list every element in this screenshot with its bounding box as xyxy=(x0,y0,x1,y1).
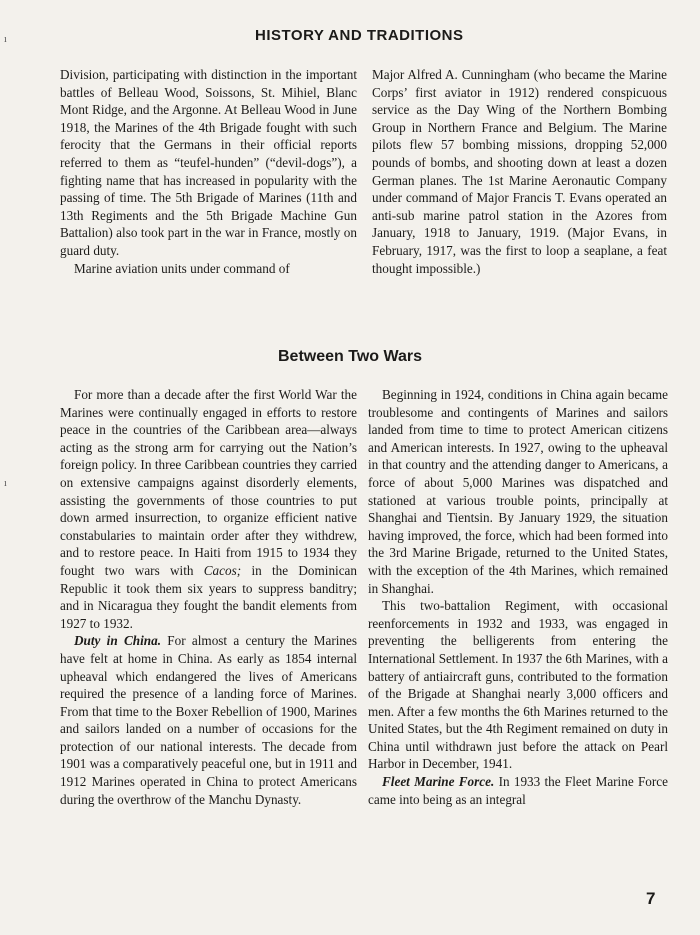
column-top-left xyxy=(60,66,357,277)
paragraph: Major Alfred A. Cunningham (who became the Marine Corps’ first aviator in 1912) rendered conspicuous service as the Day Wing of the Northern Bombing Group in Northern France and Belgium. The Marine pilots flew 57 bombing missions, dropping 52,000 pounds of bombs, and shooting down at least a dozen German planes. The 1st Marine Aeronautic Company under command of Major Francis T. Evans operated an anti-sub marine patrol station in the Azores from January, 1918 to January, 1919. (Major Evans, in February, 1917, was the first to loop a seaplane, a feat thought impossible.) xyxy=(372,67,667,276)
run-in-heading: Fleet Marine Force. xyxy=(382,774,495,790)
paragraph: Beginning in 1924, conditions in China again became troublesome and contingents of Marines and sailors landed from time to time to protect American citizens and American interests. In 1927, owing to the upheaval in that country and the attending danger to Americans, a force of about 5,000 Marines was dispatched and stationed at various trouble points, principally at Shanghai and Tientsin. By January 1929, the situation having improved, the force, which had been formed into the 3rd Marine Brigade, returned to the United States, with the exception of the 4th Marines, which remained in Shanghai. xyxy=(368,387,668,596)
paragraph: This two-battalion Regiment, with occasional reenforcements in 1932 and 1933, was engaged in preventing the belligerents from entering the International Settlement. In 1937 the 6th Marines, with a battery of antiaircraft guns, contributed to the formation of the Brigade at Shanghai nearly 3,000 officers and men. After a few months the 6th Marines returned to the United States, but the 4th Regiment remained on duty in China until withdrawn just before the attack on Pearl Harbor in December, 1941. xyxy=(368,598,668,772)
paragraph-text: in the Dominican Republic it took them six years to suppress banditry; and in Nicaragua they fought the bandit elements from 1927 to 1932. xyxy=(60,562,358,631)
paragraph xyxy=(368,773,668,808)
paragraph: Division, participating with distinction in the important battles of Belleau Wood, Soissons, St. Mihiel, Blanc Mont Ridge, and the Argonne. At Belleau Wood in June 1918, the Marines of the 4th Brigade fought with such ferocity that the Germans in their official reports referred to them as “teufel-hunden” (“devil-dogs”), a fighting name that has increased in popularity with the passing of time. The 5th Brigade of Marines (11th and 13th Regiments and the 5th Brigade Machine Gun Battalion) also took part in the war in France, mostly on guard duty. xyxy=(60,67,357,258)
column-bottom-left xyxy=(60,386,357,808)
scan-mark: ı xyxy=(4,478,7,489)
running-head: HISTORY AND TRADITIONS xyxy=(255,27,464,44)
paragraph-text: In 1933 the Fleet Marine Force came into being as an integral xyxy=(368,774,668,807)
paragraph xyxy=(60,632,357,808)
paragraph: Marine aviation units under command of xyxy=(74,260,290,276)
column-top-right xyxy=(372,66,667,277)
paragraph-text: For more than a decade after the first World War the Marines were continually engaged in efforts to restore peace in the countries of the Caribbean area—always acting as the strong arm for carrying out the Nation’s foreign policy. In three Caribbean countries they carried on extensive campaigns against disorderly elements, assisting the governments of those countries to put down armed insurrection, to organize efficient native constabularies to maintain order after they withdrew, and to restore peace. In Haiti from 1915 to 1934 they fought two wars with xyxy=(60,387,357,578)
scan-mark: ı xyxy=(4,34,7,45)
page-number: 7 xyxy=(646,889,656,908)
column-bottom-right xyxy=(368,386,668,808)
section-heading: Between Two Wars xyxy=(277,348,423,365)
paragraph-text: For almost a century the Marines have felt at home in China. As early as 1854 internal upheaval which endangered the lives of Americans required the presence of a landing force of Marines. From that time to the Boxer Rebellion of 1900, Marines and sailors landed on a number of occasions for the protection of our national interests. The decade from 1901 was a comparatively peaceful one, but in 1911 and 1912 Marines operated in China to protect Americans during the overthrow of the Manchu Dynasty. xyxy=(60,633,357,807)
run-in-heading: Duty in China. xyxy=(74,633,161,649)
italic-term: Cacos; xyxy=(203,562,242,578)
paragraph xyxy=(60,386,357,632)
